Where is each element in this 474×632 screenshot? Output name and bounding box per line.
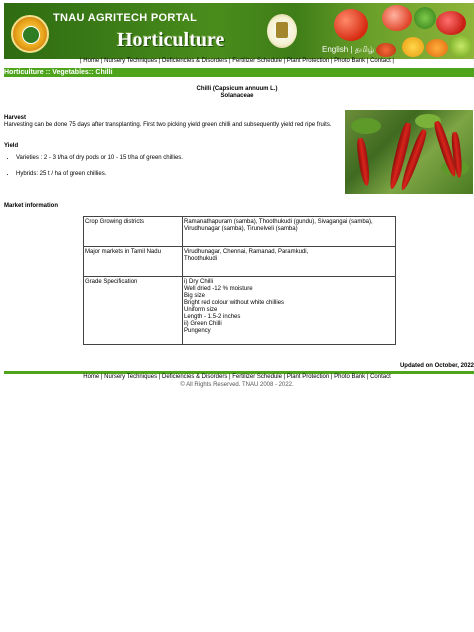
breadcrumb: Horticulture :: Vegetables:: Chilli — [4, 69, 113, 76]
fruit-icon — [376, 43, 396, 57]
top-nav: | Home | Nursery Techniques | Deficiencies & Disorders | Fertilizer Schedule | Plant Protection | Photo Bank | Contact | — [80, 58, 394, 64]
footer-home[interactable]: Home — [83, 374, 100, 380]
table-cell: Major markets in Tamil Nadu — [84, 247, 183, 277]
lime-icon — [450, 35, 472, 57]
table-cell: Grade Specification — [84, 277, 183, 345]
harvest-text: Harvesting can be done 75 days after transplanting. First two picking yield green chilli and subsequently yield red ripe fruits. — [4, 122, 332, 128]
footer-nav: Home | Nursery Techniques | Deficiencies & Disorders | Fertilizer Schedule | Plant Protection | Photo Bank | Contact — [83, 374, 391, 380]
nav-deficiencies-disorders[interactable]: Deficiencies & Disorders — [162, 58, 228, 64]
crop-name: Chilli (Capsicum annuum L.) — [196, 86, 278, 92]
footer-deficiencies-disorders[interactable]: Deficiencies & Disorders — [162, 374, 228, 380]
nav-plant-protection[interactable]: Plant Protection — [286, 58, 330, 64]
tomato-icon — [382, 5, 412, 31]
breadcrumb-bar — [4, 68, 474, 77]
table-row — [84, 247, 396, 277]
table-cell: Virudhunagar, Chennai, Ramanad, Paramkudi, Thoothukudi — [183, 247, 396, 277]
portal-title: TNAU AGRITECH PORTAL — [53, 12, 198, 24]
footer-photo-bank[interactable]: Photo Bank — [334, 374, 366, 380]
nav-photo-bank[interactable]: Photo Bank — [334, 58, 366, 64]
section-title: Horticulture — [117, 29, 225, 51]
language-switch[interactable]: English | தமிழ் — [322, 45, 375, 54]
table-cell: Ramanathapuram (samba), Thoothukudi (gundu), Sivagangai (samba), Virudhunagar (samba), Tirunelveli (samba) — [183, 217, 396, 247]
tn-emblem-icon — [267, 14, 297, 48]
yield-list — [10, 171, 106, 177]
nav-nursery-techniques[interactable]: Nursery Techniques — [104, 58, 158, 64]
copyright: © All Rights Reserved. TNAU 2008 - 2022. — [180, 382, 294, 388]
chilli-photo — [345, 110, 473, 194]
footer-plant-protection[interactable]: Plant Protection — [286, 374, 330, 380]
market-heading: Market information — [4, 203, 59, 209]
orange-icon — [426, 39, 448, 57]
crop-family: Solanaceae — [220, 93, 254, 99]
table-cell: i) Dry Chilli Well dried -12 % moisture Big size Bright red colour without white chillies Uniform size Length - 1.5-2 inches ii) Green Chilli Pungency — [183, 277, 396, 345]
table-row — [84, 217, 396, 247]
nav-home[interactable]: Home — [83, 58, 100, 64]
cabbage-icon — [414, 7, 436, 29]
lemon-icon — [402, 37, 424, 57]
tomato-icon — [436, 11, 466, 35]
market-table — [83, 216, 396, 345]
tnau-logo-icon[interactable] — [11, 15, 49, 53]
tomato-icon — [334, 9, 368, 41]
list-item: • Hybrids: 25 t / ha of green chillies. — [16, 171, 106, 177]
footer-fertilizer-schedule[interactable]: Fertilizer Schedule — [232, 374, 282, 380]
list-item: • Varieties : 2 - 3 t/ha of dry pods or 10 - 15 t/ha of green chillies. — [16, 155, 183, 161]
nav-contact[interactable]: Contact — [370, 58, 391, 64]
updated-date: Updated on October, 2022 — [399, 363, 474, 369]
harvest-heading: Harvest — [4, 115, 27, 121]
footer-contact[interactable]: Contact — [370, 374, 391, 380]
table-cell: Crop Growing districts — [84, 217, 183, 247]
footer-nursery-techniques[interactable]: Nursery Techniques — [104, 374, 158, 380]
table-row — [84, 277, 396, 345]
site-banner — [4, 3, 474, 59]
yield-list — [10, 155, 183, 161]
yield-heading: Yield — [4, 143, 19, 149]
crop-title — [0, 86, 474, 100]
nav-fertilizer-schedule[interactable]: Fertilizer Schedule — [232, 58, 282, 64]
